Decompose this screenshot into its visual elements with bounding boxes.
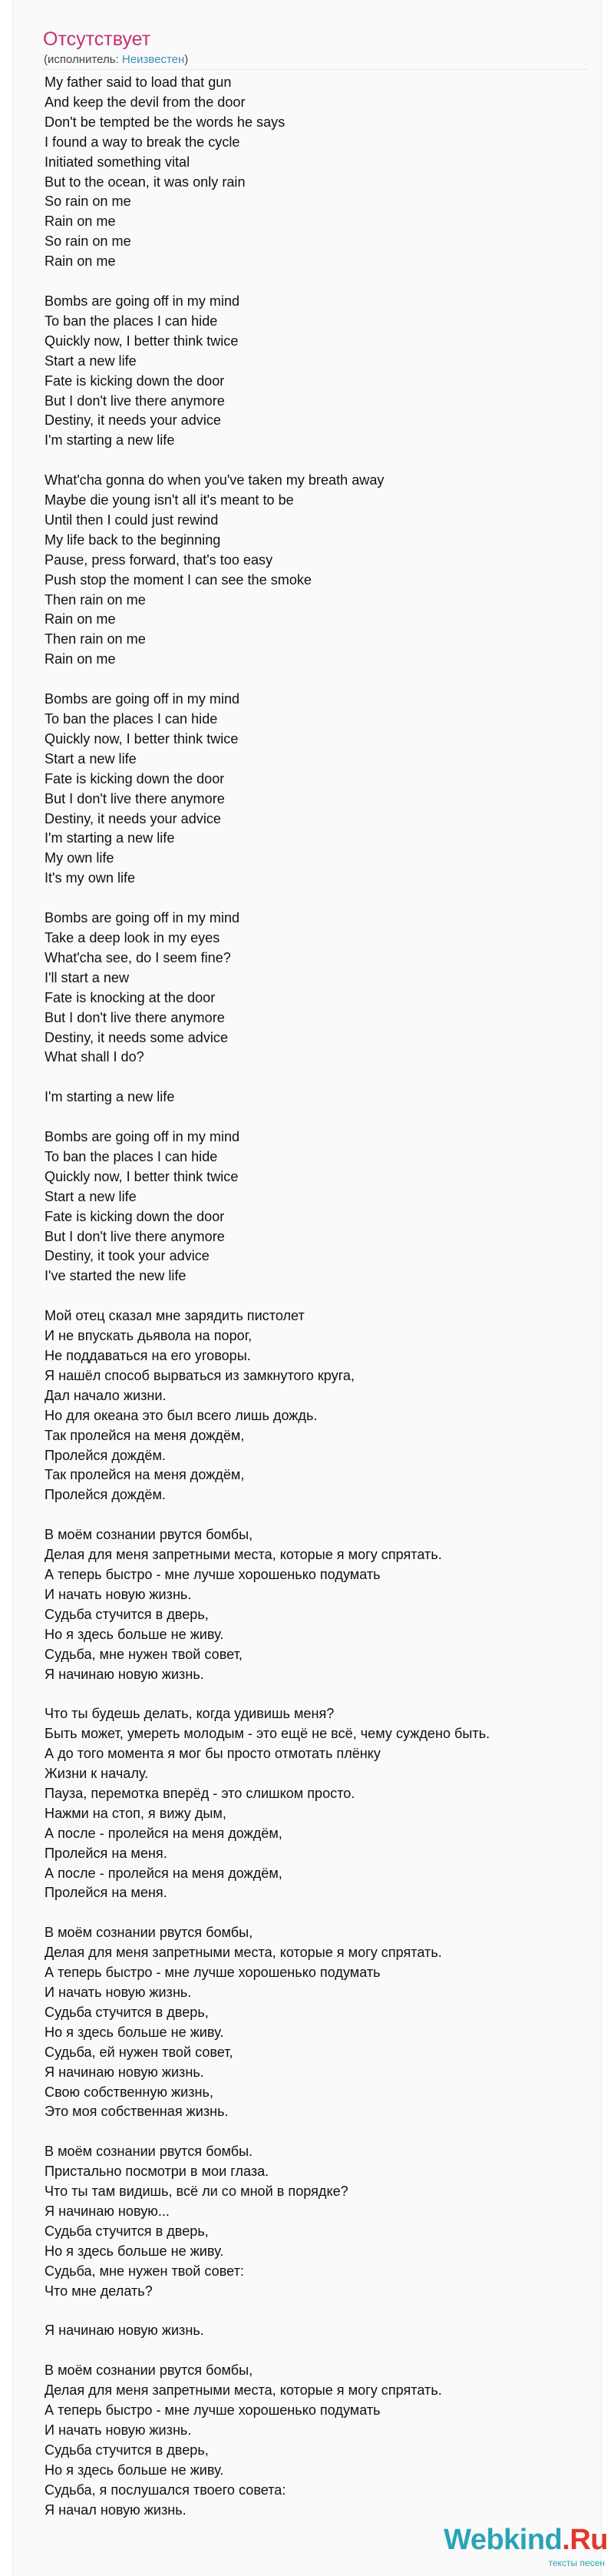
- lyric-line: В моём сознании рвутся бомбы.: [45, 2144, 253, 2160]
- lyric-line: Так пролейся на меня дождём,: [45, 1467, 245, 1483]
- lyric-line: Судьба стучится в дверь,: [45, 2442, 209, 2458]
- lyric-line: Свою собственную жизнь,: [45, 2084, 213, 2100]
- lyric-line: Делая для меня запретными места, которые я могу спрятать.: [45, 2382, 442, 2399]
- stanza-break: [45, 1684, 597, 1704]
- lyric-line: Я начинаю новую жизнь.: [45, 1666, 204, 1682]
- artist-link[interactable]: Неизвестен: [121, 53, 185, 66]
- site-logo[interactable]: [444, 2522, 608, 2571]
- lyric-line: В моём сознании рвутся бомбы,: [45, 1527, 253, 1543]
- stanza-break: [45, 272, 597, 292]
- stanza-break: [45, 2341, 597, 2361]
- lyric-line: В моём сознании рвутся бомбы,: [45, 2362, 253, 2379]
- lyric-line: Делая для меня запретными места, которые я могу спрятать.: [45, 1945, 442, 1961]
- lyric-line: What shall I do?: [45, 1049, 144, 1065]
- lyric-line: Start a new life: [45, 353, 137, 369]
- lyric-line: Пролейся дождём.: [45, 1487, 166, 1503]
- lyric-line: Но я здесь больше не живу.: [45, 1626, 224, 1642]
- lyric-line: Pause, press forward, that's too easy: [45, 551, 273, 568]
- lyric-line: Судьба, ей нужен твой совет,: [45, 2044, 233, 2060]
- lyric-line: Но я здесь больше не живу.: [45, 2243, 224, 2259]
- lyric-line: But I don't live there anymore: [45, 790, 225, 806]
- lyric-line: Я начинаю новую жизнь.: [45, 2323, 204, 2339]
- lyric-line: Fate is kicking down the door: [45, 1208, 225, 1224]
- lyric-line: Я начинаю новую...: [45, 2203, 170, 2219]
- lyric-line: Что ты будешь делать, когда удивишь меня?: [45, 1706, 335, 1722]
- lyric-line: Bombs are going off in my mind: [45, 691, 240, 707]
- lyric-line: Мой отец сказал мне зарядить пистолет: [45, 1308, 305, 1324]
- lyric-line: Судьба стучится в дверь,: [45, 2223, 209, 2239]
- lyric-line: My father said to load that gun: [45, 74, 232, 90]
- stanza-break: [45, 2122, 597, 2142]
- lyric-line: Then rain on me: [45, 631, 146, 647]
- lyric-line: А теперь быстро - мне лучше хорошенько подумать: [45, 1965, 381, 1981]
- lyric-line: Судьба, мне нужен твой совет:: [45, 2263, 244, 2279]
- lyric-line: Don't be tempted be the words he says: [45, 114, 286, 130]
- lyric-line: А после - пролейся на меня дождём,: [45, 1865, 282, 1881]
- lyric-line: Then rain on me: [45, 591, 146, 608]
- lyric-line: Быть может, умереть молодым - это ещё не всё, чему суждено быть.: [45, 1726, 490, 1742]
- lyric-line: Rain on me: [45, 651, 116, 667]
- lyric-line: My own life: [45, 850, 114, 866]
- lyric-line: My life back to the beginning: [45, 531, 221, 548]
- lyric-line: Destiny, it needs some advice: [45, 1029, 229, 1045]
- lyric-line: What'cha gonna do when you've taken my breath away: [45, 472, 385, 488]
- lyric-line: Но я здесь больше не живу.: [45, 2462, 224, 2478]
- lyric-line: Maybe die young isn't all it's meant to be: [45, 492, 294, 508]
- stanza-break: [45, 1286, 597, 1306]
- lyric-line: And keep the devil from the door: [45, 94, 246, 110]
- lyric-line: Пролейся на меня.: [45, 1885, 167, 1901]
- lyric-line: Fate is kicking down the door: [45, 770, 225, 786]
- stanza-break: [45, 1903, 597, 1923]
- lyric-line: Я начинаю новую жизнь.: [45, 2064, 204, 2080]
- lyric-line: So rain on me: [45, 194, 131, 210]
- stanza-break: [45, 2302, 597, 2322]
- lyric-line: И начать новую жизнь.: [45, 1985, 192, 2000]
- lyric-line: Пролейся на меня.: [45, 1845, 167, 1861]
- lyric-line: Start a new life: [45, 1188, 137, 1204]
- lyric-line: But I don't live there anymore: [45, 1228, 225, 1244]
- lyric-line: Quickly now, I better think twice: [45, 333, 239, 349]
- artist-suffix: ): [184, 53, 189, 66]
- lyrics-text: [45, 73, 597, 2520]
- lyric-line: Судьба, мне нужен твой совет,: [45, 1646, 243, 1662]
- stanza-break: [45, 451, 597, 471]
- artist-line: [44, 52, 188, 68]
- title-divider: [43, 69, 588, 70]
- lyric-line: Bombs are going off in my mind: [45, 293, 240, 309]
- lyric-line: Rain on me: [45, 611, 116, 627]
- lyric-line: Делая для меня запретными места, которые я могу спрятать.: [45, 1547, 442, 1563]
- lyric-line: Fate is kicking down the door: [45, 372, 225, 389]
- song-title: Отсутствует: [43, 28, 151, 50]
- lyric-line: I'll start a new: [45, 969, 130, 985]
- lyric-line: И не впускать дьявола на порог,: [45, 1328, 253, 1344]
- lyric-line: Take a deep look in my eyes: [45, 929, 220, 945]
- logo-tld: .Ru: [562, 2524, 608, 2556]
- lyric-line: Пристально посмотри в мои глаза.: [45, 2164, 269, 2180]
- lyric-line: Start a new life: [45, 750, 137, 767]
- lyric-line: А теперь быстро - мне лучше хорошенько подумать: [45, 2402, 381, 2419]
- artist-prefix: (исполнитель:: [44, 53, 122, 66]
- logo-wordmark: [444, 2522, 608, 2558]
- lyric-line: But I don't live there anymore: [45, 392, 225, 409]
- lyric-line: Until then I could just rewind: [45, 512, 219, 528]
- lyric-line: Destiny, it needs your advice: [45, 810, 221, 826]
- lyric-line: Не поддаваться на его уговоры.: [45, 1348, 251, 1363]
- lyric-line: Destiny, it took your advice: [45, 1248, 210, 1264]
- lyric-line: Так пролейся на меня дождём,: [45, 1427, 245, 1443]
- lyric-line: Fate is knocking at the door: [45, 989, 216, 1005]
- lyric-line: Судьба стучится в дверь,: [45, 1606, 209, 1622]
- lyric-line: Rain on me: [45, 253, 116, 270]
- lyric-line: В моём сознании рвутся бомбы,: [45, 1925, 253, 1941]
- lyric-line: Bombs are going off in my mind: [45, 1129, 240, 1145]
- lyric-line: А теперь быстро - мне лучше хорошенько подумать: [45, 1566, 381, 1582]
- lyric-line: Quickly now, I better think twice: [45, 1168, 239, 1184]
- lyric-line: Но для океана это был всего лишь дождь.: [45, 1407, 318, 1423]
- lyric-line: Судьба, я послушался твоего совета:: [45, 2482, 286, 2498]
- lyric-line: What'cha see, do I seem fine?: [45, 949, 231, 965]
- lyric-line: Но я здесь больше не живу.: [45, 2024, 224, 2040]
- lyric-line: Пауза, перемотка вперёд - это слишком просто.: [45, 1785, 355, 1801]
- lyric-line: И начать новую жизнь.: [45, 1586, 192, 1602]
- lyric-line: А после - пролейся на меня дождём,: [45, 1825, 282, 1841]
- lyric-line: Жизни к началу.: [45, 1766, 149, 1782]
- lyric-line: Initiated something vital: [45, 154, 190, 170]
- lyric-line: So rain on me: [45, 233, 131, 250]
- lyric-line: To ban the places I can hide: [45, 1148, 218, 1164]
- lyric-line: Destiny, it needs your advice: [45, 412, 221, 429]
- lyric-line: Что ты там видишь, всё ли со мной в порядке?: [45, 2184, 348, 2200]
- lyric-line: Bombs are going off in my mind: [45, 910, 240, 926]
- lyric-line: Я нашёл способ вырваться из замкнутого круга,: [45, 1367, 355, 1383]
- lyric-line: Я начал новую жизнь.: [45, 2502, 187, 2518]
- lyric-line: But to the ocean, it was only rain: [45, 174, 246, 190]
- logo-tagline: тексты песен: [548, 2558, 605, 2568]
- lyric-line: Quickly now, I better think twice: [45, 730, 239, 747]
- lyric-line: It's my own life: [45, 870, 136, 886]
- lyric-line: А до того момента я мог бы просто отмотать плёнку: [45, 1746, 381, 1762]
- stanza-break: [45, 1068, 597, 1088]
- lyric-line: Дал начало жизни.: [45, 1387, 167, 1403]
- lyric-line: Rain on me: [45, 214, 116, 230]
- stanza-break: [45, 889, 597, 909]
- lyrics-page: [12, 0, 602, 2576]
- logo-word: Webkind: [444, 2524, 563, 2556]
- lyric-line: Нажми на стоп, я вижу дым,: [45, 1805, 226, 1821]
- lyric-line: Это моя собственная жизнь.: [45, 2104, 229, 2120]
- lyric-line: To ban the places I can hide: [45, 711, 218, 727]
- lyric-line: I'm starting a new life: [45, 1089, 175, 1105]
- stanza-break: [45, 1505, 597, 1525]
- lyric-line: I'm starting a new life: [45, 432, 175, 449]
- lyric-line: Push stop the moment I can see the smoke: [45, 571, 312, 588]
- lyric-line: Что мне делать?: [45, 2283, 153, 2299]
- lyric-line: Пролейся дождём.: [45, 1447, 166, 1463]
- lyric-line: I found a way to break the cycle: [45, 134, 240, 150]
- lyric-line: But I don't live there anymore: [45, 1009, 225, 1025]
- lyric-line: I've started the new life: [45, 1268, 187, 1284]
- stanza-break: [45, 670, 597, 690]
- lyric-line: И начать новую жизнь.: [45, 2422, 192, 2438]
- lyric-line: Судьба стучится в дверь,: [45, 2004, 209, 2020]
- lyric-line: I'm starting a new life: [45, 830, 175, 846]
- stanza-break: [45, 1108, 597, 1127]
- lyric-line: To ban the places I can hide: [45, 313, 218, 329]
